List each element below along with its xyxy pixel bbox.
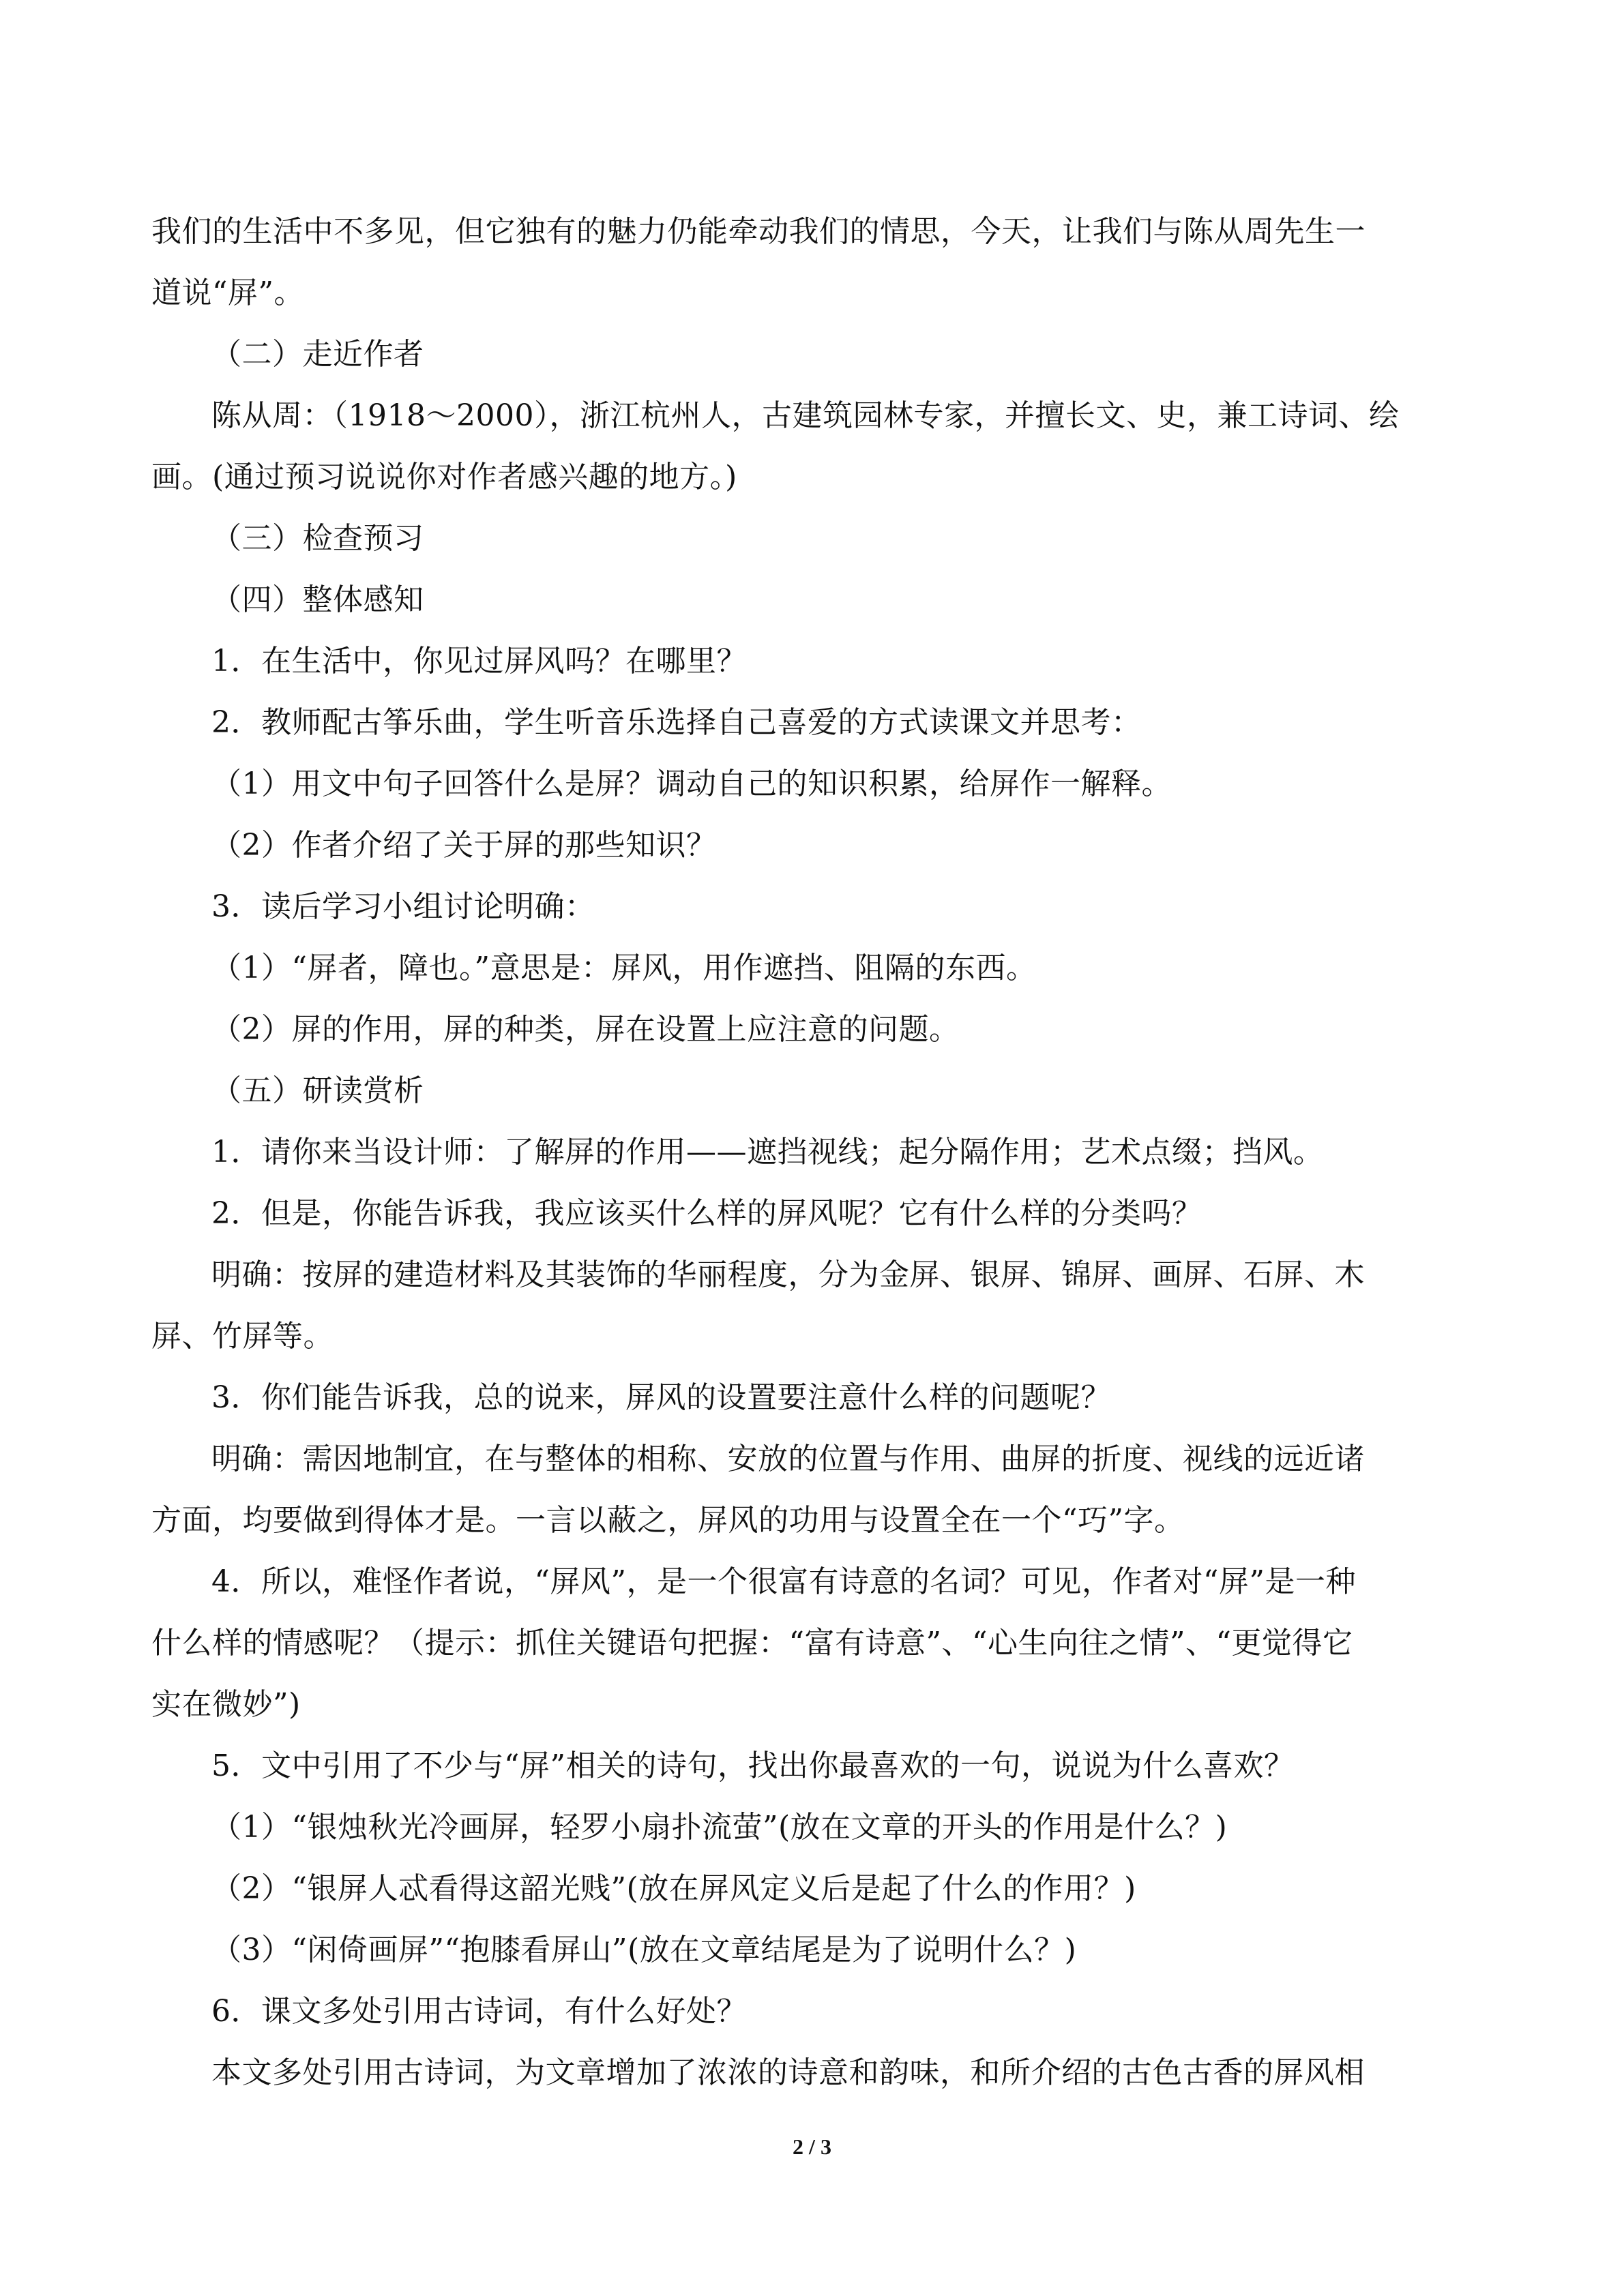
text-line: 明确：按屏的建造材料及其装饰的华丽程度，分为金屏、银屏、锦屏、画屏、石屏、木 [211, 1257, 1365, 1292]
text-line: 2．但是，你能告诉我，我应该买什么样的屏风呢？它有什么样的分类吗？ [211, 1196, 1202, 1231]
text-line: 1．在生活中，你见过屏风吗？在哪里？ [211, 644, 747, 679]
text-line: 道说“屏”。 [151, 275, 304, 310]
text-line: 3．读后学习小组讨论明确： [211, 889, 595, 924]
page-number: 2 / 3 [793, 2134, 831, 2159]
text-line: （1）用文中句子回答什么是屏？调动自己的知识积累，给屏作一解释。 [211, 766, 1172, 801]
text-line: 实在微妙”) [151, 1687, 301, 1722]
text-line: （五）研读赏析 [211, 1073, 424, 1108]
text-line: 陈从周：（1918～2000），浙江杭州人，古建筑园林专家，并擅长文、史，兼工诗词、绘 [211, 398, 1400, 433]
text-line: 什么样的情感呢？（提示：抓住关键语句把握：“富有诗意”、“心生向往之情”、“更觉得它 [151, 1626, 1353, 1660]
text-line: 2．教师配古筝乐曲，学生听音乐选择自己喜爱的方式读课文并思考： [211, 705, 1142, 740]
text-line: 5．文中引用了不少与“屏”相关的诗句，找出你最喜欢的一句，说说为什么喜欢？ [211, 1748, 1295, 1783]
text-line: （1）“银烛秋光冷画屏，轻罗小扇扑流萤”(放在文章的开头的作用是什么？) [211, 1810, 1228, 1845]
text-line: （1）“屏者，障也。”意思是：屏风，用作遮挡、阻隔的东西。 [211, 951, 1037, 985]
document-page [151, 201, 1488, 2104]
text-line: 1．请你来当设计师：了解屏的作用——遮挡视线；起分隔作用；艺术点缀；挡风。 [211, 1135, 1324, 1169]
text-line: 我们的生活中不多见，但它独有的魅力仍能牵动我们的情思，今天，让我们与陈从周先生一 [151, 214, 1365, 249]
text-line: （三）检查预习 [211, 521, 424, 556]
text-line: 屏、竹屏等。 [151, 1319, 334, 1354]
text-line: （2）作者介绍了关于屏的那些知识？ [211, 828, 717, 863]
text-line: 4．所以，难怪作者说，“屏风”，是一个很富有诗意的名词？可见，作者对“屏”是一种 [211, 1564, 1356, 1599]
text-line: 6．课文多处引用古诗词，有什么好处？ [211, 1994, 747, 2029]
text-line: （二）走近作者 [211, 337, 424, 372]
text-line: 画。(通过预习说说你对作者感兴趣的地方。) [151, 460, 737, 494]
text-line: （2）“银屏人忒看得这韶光贱”(放在屏风定义后是起了什么的作用？) [211, 1871, 1136, 1906]
text-line: 方面，均要做到得体才是。一言以蔽之，屏风的功用与设置全在一个“巧”字。 [151, 1503, 1185, 1538]
text-line: 3．你们能告诉我，总的说来，屏风的设置要注意什么样的问题呢？ [211, 1380, 1111, 1415]
text-line: （四）整体感知 [211, 582, 424, 617]
text-line: 本文多处引用古诗词，为文章增加了浓浓的诗意和韵味，和所介绍的古色古香的屏风相 [211, 2055, 1365, 2090]
text-line: 明确：需因地制宜，在与整体的相称、安放的位置与作用、曲屏的折度、视线的远近诸 [211, 1442, 1365, 1476]
text-line: （2）屏的作用，屏的种类，屏在设置上应注意的问题。 [211, 1012, 960, 1047]
text-line: （3）“闲倚画屏”“抱膝看屏山”(放在文章结尾是为了说明什么？) [211, 1933, 1077, 1967]
